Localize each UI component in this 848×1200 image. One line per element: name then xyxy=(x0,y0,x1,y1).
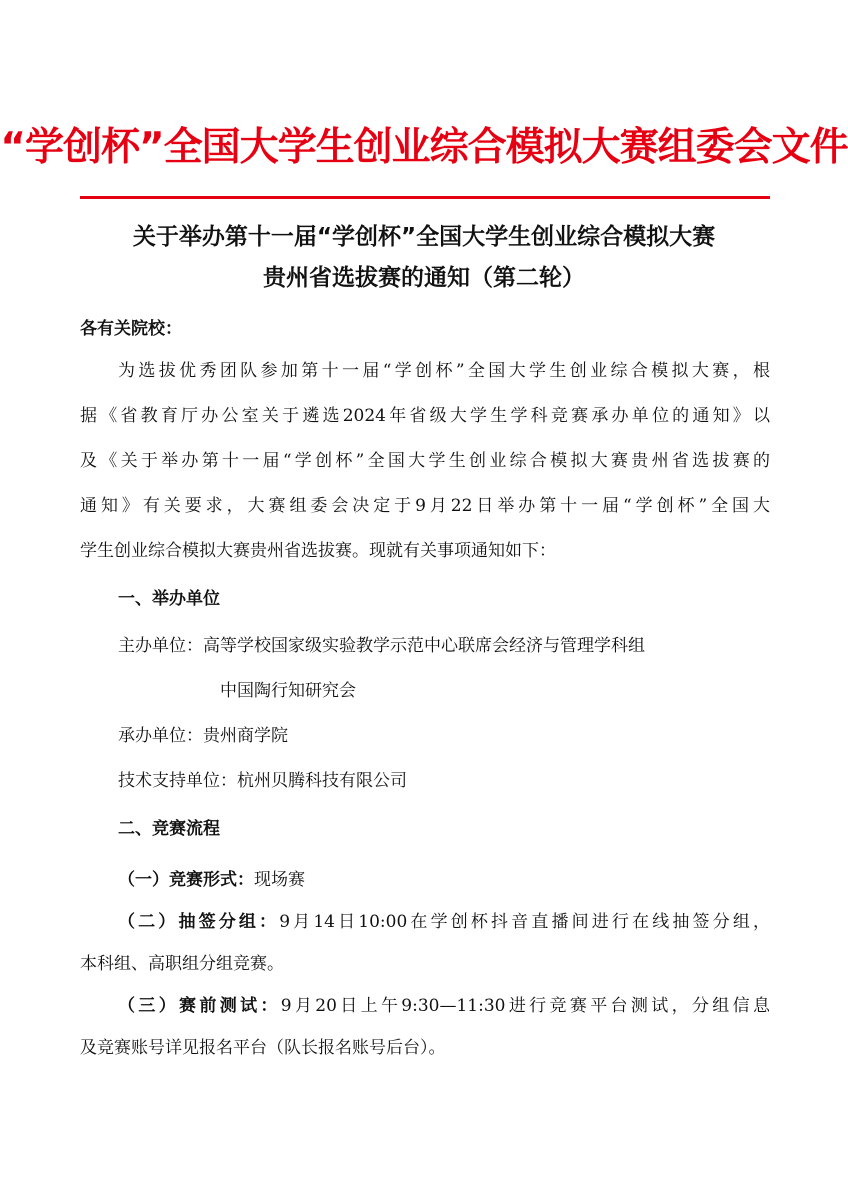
section-1-heading: 一、举办单位 xyxy=(118,589,220,609)
salutation: 各有关院校： xyxy=(80,319,182,339)
draw-grouping-label: （二）抽签分组： xyxy=(118,912,280,932)
intro-line-1: 为选拔优秀团队参加第十一届“学创杯”全国大学生创业综合模拟大赛，根 xyxy=(118,361,770,381)
document-title-line-2: 贵州省选拔赛的通知（第二轮） xyxy=(263,265,585,291)
tech-support-row xyxy=(118,769,407,793)
organizer-name-1: 高等学校国家级实验教学示范中心联席会经济与管理学科组 xyxy=(203,636,645,656)
tech-support-name: 杭州贝腾科技有限公司 xyxy=(237,771,407,791)
red-header-rule xyxy=(80,196,770,199)
organizer-label: 主办单位： xyxy=(118,636,203,656)
section-2-heading: 二、竞赛流程 xyxy=(118,819,220,839)
intro-line-3: 及《关于举办第十一届“学创杯”全国大学生创业综合模拟大赛贵州省选拔赛的 xyxy=(80,451,770,471)
competition-format-text: 现场赛 xyxy=(254,870,305,890)
pretest-text: 9月20日上午9:30—11:30进行竞赛平台测试，分组信息 xyxy=(280,996,770,1016)
intro-line-4: 通知》有关要求，大赛组委会决定于9月22日举办第十一届“学创杯”全国大 xyxy=(80,496,770,516)
host-name: 贵州商学院 xyxy=(203,726,288,746)
pretest-label: （三）赛前测试： xyxy=(118,996,281,1016)
pretest-continuation: 及竞赛账号详见报名平台（队长报名账号后台）。 xyxy=(80,1038,446,1058)
competition-format-row xyxy=(118,868,305,892)
intro-line-5: 学生创业综合模拟大赛贵州省选拔赛。现就有关事项通知如下： xyxy=(80,541,556,561)
draw-grouping-row xyxy=(118,910,770,934)
organizer-name-2: 中国陶行知研究会 xyxy=(220,681,356,701)
red-header-title: “学创杯”全国大学生创业综合模拟大赛组委会文件 xyxy=(0,125,848,170)
host-label: 承办单位： xyxy=(118,726,203,746)
intro-line-2: 据《省教育厅办公室关于遴选2024年省级大学生学科竞赛承办单位的通知》以 xyxy=(80,406,770,426)
host-row xyxy=(118,724,288,748)
tech-support-label: 技术支持单位： xyxy=(118,771,237,791)
draw-grouping-text: 9月14日10:00在学创杯抖音直播间进行在线抽签分组， xyxy=(279,912,770,932)
draw-grouping-continuation: 本科组、高职组分组竞赛。 xyxy=(80,954,284,974)
organizer-row xyxy=(118,634,645,658)
pretest-row xyxy=(118,994,770,1018)
document-title-line-1: 关于举办第十一届“学创杯”全国大学生创业综合模拟大赛 xyxy=(132,224,716,250)
competition-format-label: （一）竞赛形式： xyxy=(118,870,254,890)
